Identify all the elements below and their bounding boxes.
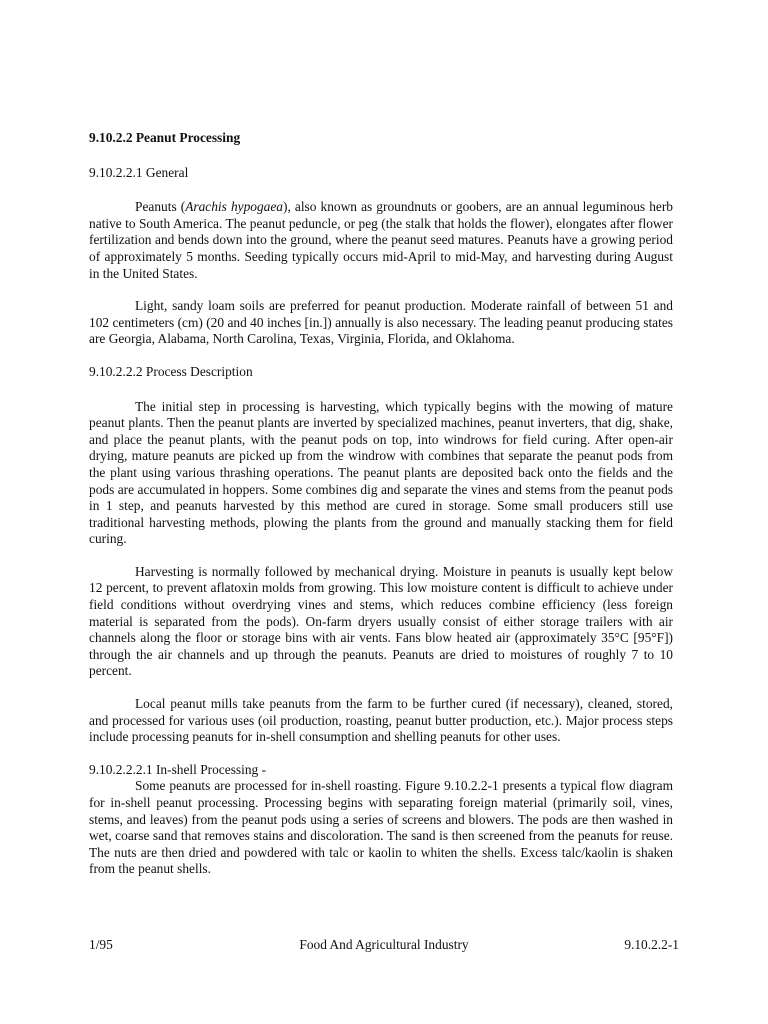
subsection-heading-general: 9.10.2.2.1 General [89, 164, 189, 180]
paragraph-general-1-rest: ), also known as groundnuts or goobers, are an annual leguminous herb native to South America. The peanut peduncle, or peg (the stalk that holds the flower), elongates after flower fertilization and bends down into the ground, where the peanut seed matures. Peanuts have a growing period of approximately 5 months. Seeding typically occurs mid-April to mid-May, and harvesting during August in the United States. [89, 199, 673, 281]
footer-date: 1/95 [89, 937, 113, 952]
paragraph-process-2: Harvesting is normally followed by mechanical drying. Moisture in peanuts is usually kept below 12 percent, to prevent aflatoxin molds from growing. This low moisture content is difficult to achieve under field conditions without overdrying vines and stems, which reduces combine efficiency (less foreign material is separated from the pods). On-farm dryers usually consist of either storage trailers with air channels along the floor or storage bins with air vents. Fans blow heated air (approximately 35°C [95°F]) through the air channels and up through the peanuts. Peanuts are dried to moistures of roughly 7 to 10 percent. [89, 563, 673, 679]
paragraph-general-1-start: Peanuts ( [135, 199, 186, 215]
paragraph-process-1: The initial step in processing is harvesting, which typically begins with the mowing of mature peanut plants. Then the peanut plants are inverted by specialized machines, peanut inverters, that dig, shake, and place the peanut plants, with the peanut pods on top, into windrows for field curing. After open-air drying, mature peanuts are picked up from the windrow with combines that separate the peanut pods from the plant using various thrashing operations. The peanut plants are deposited back onto the fields and the pods are accumulated in hoppers. Some combines dig and separate the vines and stems from the peanut pods in 1 step, and peanuts harvested by this method are cured in storage. Some small producers still use traditional harvesting methods, plowing the plants from the ground and manually stacking them for field curing. [89, 398, 673, 547]
page-footer [89, 937, 679, 953]
subsection-heading-in-shell: 9.10.2.2.2.1 In-shell Processing - [89, 761, 267, 777]
subsection-heading-process-description: 9.10.2.2.2 Process Description [89, 363, 253, 379]
section-title: 9.10.2.2 Peanut Processing [89, 130, 241, 145]
paragraph-in-shell-1: Some peanuts are processed for in-shell roasting. Figure 9.10.2.2-1 presents a typical flow diagram for in-shell peanut processing. Processing begins with separating foreign material (primarily soil, vines, stems, and leaves) from the peanut pods using a series of screens and blowers. The pods are then washed in wet, coarse sand that removes stains and discoloration. The sand is then screened from the peanuts for reuse. The nuts are then dried and powdered with talc or kaolin to whiten the shells. Excess talc/kaolin is shaken from the peanut shells. [89, 778, 673, 877]
document-body [89, 130, 673, 878]
footer-page-number: 9.10.2.2-1 [624, 937, 679, 952]
footer-title: Food And Agricultural Industry [299, 937, 469, 952]
paragraph-process-3: Local peanut mills take peanuts from the farm to be further cured (if necessary), cleaned, stored, and processed for various uses (oil production, roasting, peanut butter production, etc.). Major process steps include processing peanuts for in-shell consumption and shelling peanuts for other uses. [89, 696, 673, 745]
paragraph-general-2: Light, sandy loam soils are preferred for peanut production. Moderate rainfall of between 51 and 102 centimeters (cm) (20 and 40 inches [in.]) annually is also necessary. The leading peanut producing states are Georgia, Alabama, North Carolina, Texas, Virginia, Florida, and Oklahoma. [89, 298, 673, 347]
species-name: Arachis hypogaea [185, 199, 283, 215]
paragraph-general-1 [89, 199, 673, 282]
